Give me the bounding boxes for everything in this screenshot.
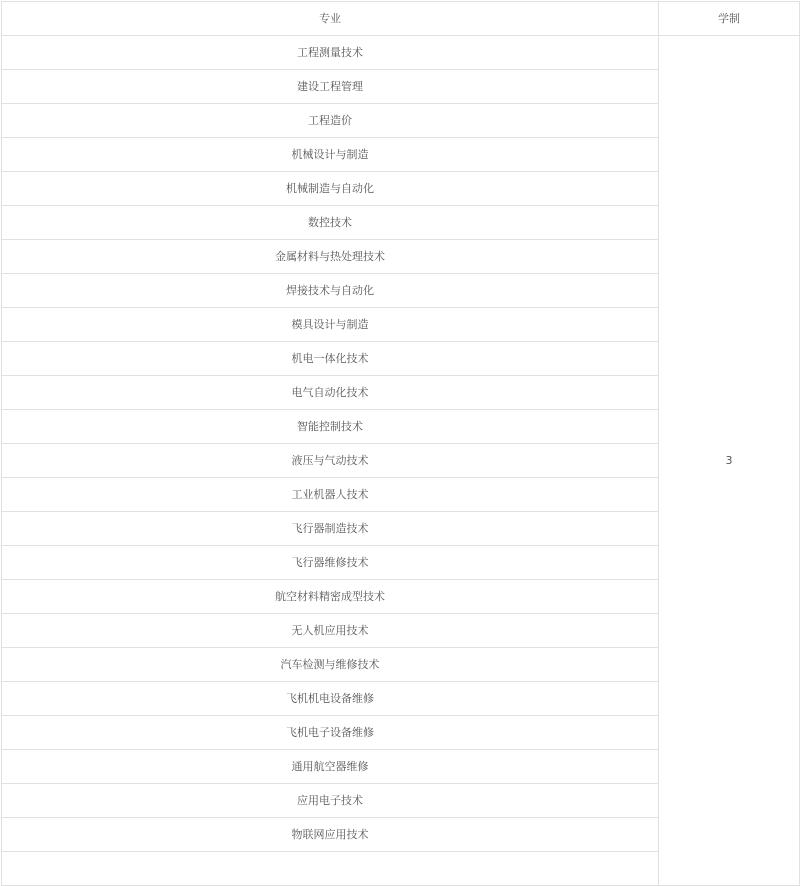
major-cell: 应用电子技术 bbox=[2, 784, 659, 818]
majors-table bbox=[1, 1, 800, 886]
major-cell: 飞行器制造技术 bbox=[2, 512, 659, 546]
major-cell: 机械设计与制造 bbox=[2, 138, 659, 172]
major-cell: 模具设计与制造 bbox=[2, 308, 659, 342]
header-major: 专业 bbox=[2, 2, 659, 36]
major-cell: 通用航空器维修 bbox=[2, 750, 659, 784]
major-cell: 工程造价 bbox=[2, 104, 659, 138]
major-cell: 电气自动化技术 bbox=[2, 376, 659, 410]
table-row bbox=[2, 36, 800, 70]
major-cell: 无人机应用技术 bbox=[2, 614, 659, 648]
major-cell: 数控技术 bbox=[2, 206, 659, 240]
major-cell: 液压与气动技术 bbox=[2, 444, 659, 478]
major-cell: 航空材料精密成型技术 bbox=[2, 580, 659, 614]
major-cell: 汽车检测与维修技术 bbox=[2, 648, 659, 682]
major-cell: 机电一体化技术 bbox=[2, 342, 659, 376]
major-cell: 智能控制技术 bbox=[2, 410, 659, 444]
major-cell: 物联网应用技术 bbox=[2, 818, 659, 852]
major-cell: 焊接技术与自动化 bbox=[2, 274, 659, 308]
table-header-row bbox=[2, 2, 800, 36]
major-cell: 机械制造与自动化 bbox=[2, 172, 659, 206]
duration-cell: 3 bbox=[659, 36, 800, 886]
major-cell: 飞机机电设备维修 bbox=[2, 682, 659, 716]
major-cell: 飞行器维修技术 bbox=[2, 546, 659, 580]
major-cell: 工程测量技术 bbox=[2, 36, 659, 70]
major-cell: 建设工程管理 bbox=[2, 70, 659, 104]
major-cell: 金属材料与热处理技术 bbox=[2, 240, 659, 274]
major-cell: 工业机器人技术 bbox=[2, 478, 659, 512]
header-duration: 学制 bbox=[659, 2, 800, 36]
major-cell bbox=[2, 852, 659, 886]
major-cell: 飞机电子设备维修 bbox=[2, 716, 659, 750]
